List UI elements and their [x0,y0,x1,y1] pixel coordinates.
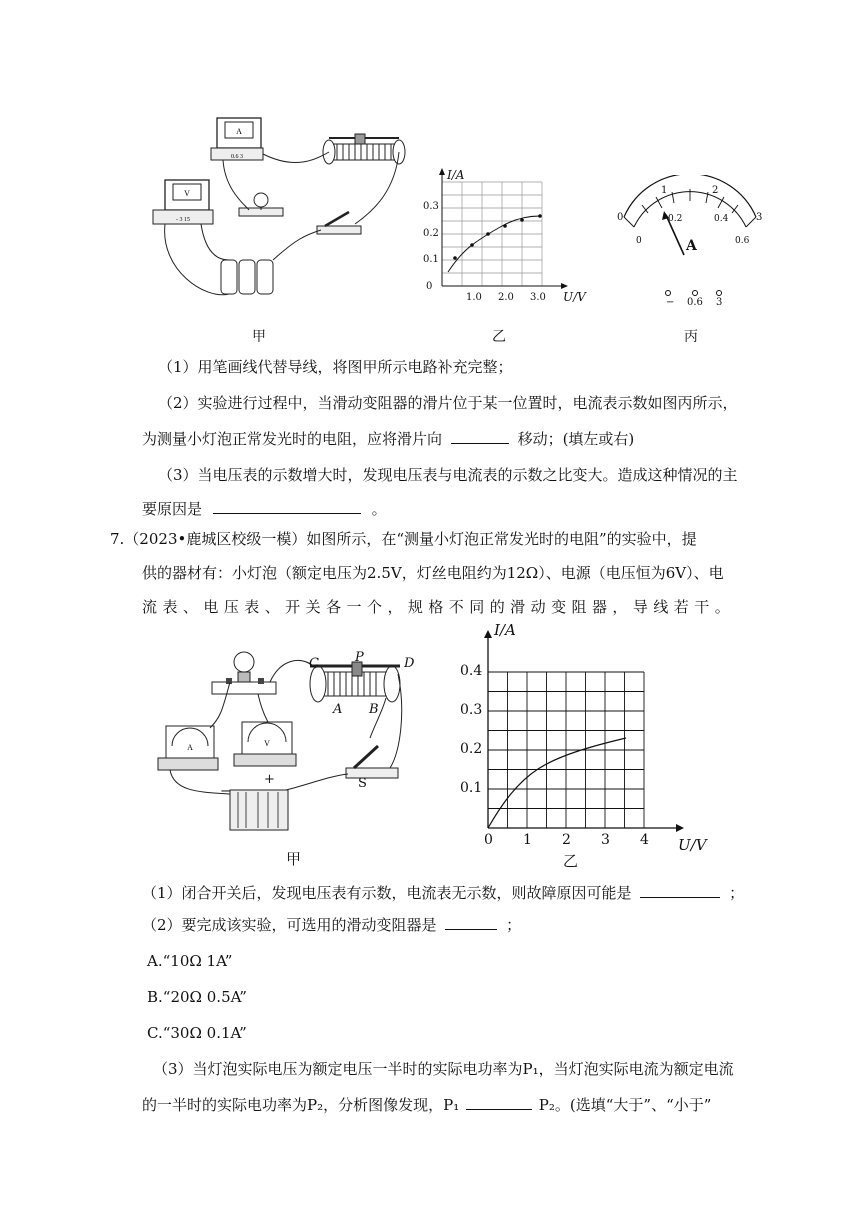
graph2-ytick: 0.3 [460,702,483,718]
answer-blank[interactable] [466,1095,532,1110]
q6-part2-pre: 为测量小灯泡正常发光时的电阻，应将滑片向 [142,430,443,448]
graph2-xtick: 0 [484,832,493,848]
q7-option-b: B.“20Ω 0.5A” [147,988,247,1006]
figure2-label-jia: 甲 [286,850,302,868]
graph2-ytick: 0.2 [460,741,483,757]
graph2-xlabel: U/V [678,836,707,854]
answer-blank[interactable] [213,499,361,514]
voltmeter-icon [234,722,296,766]
answer-blank[interactable] [640,883,720,898]
graph1-ylabel: I/A [447,168,465,182]
svg-text:0.6 3: 0.6 3 [231,154,243,160]
graph1-ytick: 0.1 [423,254,439,265]
meter-outer-scale: 3 [756,212,763,223]
graph1-ytick: 0.3 [423,201,439,212]
q6-part1: （1）用笔画线代替导线，将图甲所示电路补充完整； [158,358,513,376]
rheostat-icon [323,134,405,164]
graph2-ylabel: I/A [494,621,516,639]
graph2-ytick: 0.4 [460,663,483,679]
q7-part3-line1: （3）当灯泡实际电压为额定电压一半时的实际电功率为P₁，当灯泡实际电流为额定电流 [153,1060,734,1078]
q7-option-c: C.“30Ω 0.1A” [147,1024,247,1042]
q6-part3-line1: （3）当电压表的示数增大时，发现电压表与电流表的示数之比变大。造成这种情况的主 [158,466,738,484]
q7-stem-line3: 流 表 、 电 压 表 、 开 关 各 一 个 ， 规 格 不 同 的 滑 动 变 阻 器 ， 导 线 若 干 。 [142,598,730,616]
data-point [486,232,490,236]
voltmeter-icon [153,180,213,224]
meter-inner-scale: 0.6 [735,236,750,246]
circuit-label-A: A [333,702,343,717]
figure1-iu-graph [420,168,600,308]
answer-blank[interactable] [445,915,497,930]
svg-text:- 3 15: - 3 15 [176,217,190,223]
q7-part3-pre: 的一半时的实际电功率为P₂，分析图像发现，P₁ [142,1096,460,1114]
graph1-ytick: 0.2 [423,228,439,239]
circuit-diagram-2 [150,642,430,842]
meter-inner-scale: 0.4 [714,214,729,224]
q6-part2-post: 移动；(填左或右) [517,430,635,448]
circuit-diagram-1 [145,110,425,310]
svg-text:V: V [184,189,190,198]
circuit-label-B: B [369,702,379,717]
data-point [538,214,542,218]
graph2-xtick: 2 [562,832,571,848]
graph2-xtick: 1 [523,832,532,848]
battery-plus-label: + [264,772,275,787]
circuit-label-P: P [355,650,364,665]
figure2-label-yi: 乙 [563,852,579,870]
graph1-xtick: 3.0 [530,292,546,303]
q7-part3-post: P₂。(选填“大于”、“小于” [538,1096,712,1114]
figure1-label-bing: 丙 [684,329,698,345]
battery-minus-label: − [220,784,231,799]
ammeter-icon [158,726,218,770]
meter-outer-scale: 0 [617,212,624,223]
q7-part1 [142,882,744,904]
meter-inner-scale: 0 [636,236,642,246]
meter-terminal: − [666,297,675,308]
meter-inner-scale: 0.2 [668,214,683,224]
data-point [453,256,457,260]
svg-text:A: A [187,743,193,752]
graph2-xtick: 3 [601,832,610,848]
circuit-label-S: S [358,776,367,791]
rheostat-icon [310,662,400,702]
data-point [520,218,524,222]
figure1-label-jia: 甲 [252,329,266,345]
q7-stem-line1: 7.（2023•鹿城区校级一模）如图所示，在“测量小灯泡正常发光时的电阻”的实验中，提 [110,530,697,548]
data-point [470,243,474,247]
graph1-origin: 0 [426,281,433,292]
figure2-iu-graph [448,622,708,842]
q7-part1-post: ； [729,884,745,902]
graph2-ytick: 0.1 [460,780,483,796]
q7-part2-pre: （2）要完成该实验，可选用的滑动变阻器是 [142,916,437,934]
graph1-xlabel: U/V [563,290,586,304]
figure1-label-yi: 乙 [492,329,506,345]
meter-terminal: 3 [716,297,723,308]
q6-part3-post: 。 [371,500,387,518]
q7-option-a: A.“10Ω 1A” [147,952,233,970]
meter-outer-scale: 2 [712,185,719,196]
q7-stem-line2: 供的器材有：小灯泡（额定电压为2.5V，灯丝电阻约为12Ω）、电源（电压恒为6V）、电 [142,564,724,582]
switch-icon [346,746,398,778]
q6-part2-line1: （2）实验进行过程中，当滑动变阻器的滑片位于某一位置时，电流表示数如图丙所示， [158,394,738,412]
graph1-xtick: 1.0 [466,292,482,303]
lamp-icon [239,193,283,216]
svg-text:A: A [236,127,242,136]
lamp-icon [212,652,276,694]
q6-part3-pre: 要原因是 [142,500,203,518]
meter-terminal: 0.6 [687,297,703,308]
circuit-label-C: C [309,656,319,671]
meter-outer-scale: 1 [661,185,668,196]
q7-part2 [142,914,521,936]
battery-icon [230,790,288,830]
q6-part3-line2 [142,498,387,520]
q7-part2-post: ； [506,916,522,934]
battery-icon [221,260,273,294]
graph1-xtick: 2.0 [498,292,514,303]
svg-text:V: V [264,739,270,748]
q7-part3-line2 [142,1094,711,1116]
q7-part1-pre: （1）闭合开关后，发现电压表有示数，电流表无示数，则故障原因可能是 [142,884,632,902]
switch-icon [317,212,361,234]
data-point [503,224,507,228]
circuit-label-D: D [404,656,415,671]
graph2-xtick: 4 [640,832,649,848]
q6-part2-line2 [142,428,634,450]
answer-blank[interactable] [451,429,509,444]
meter-letter: A [686,238,697,254]
ammeter-icon [211,118,263,160]
